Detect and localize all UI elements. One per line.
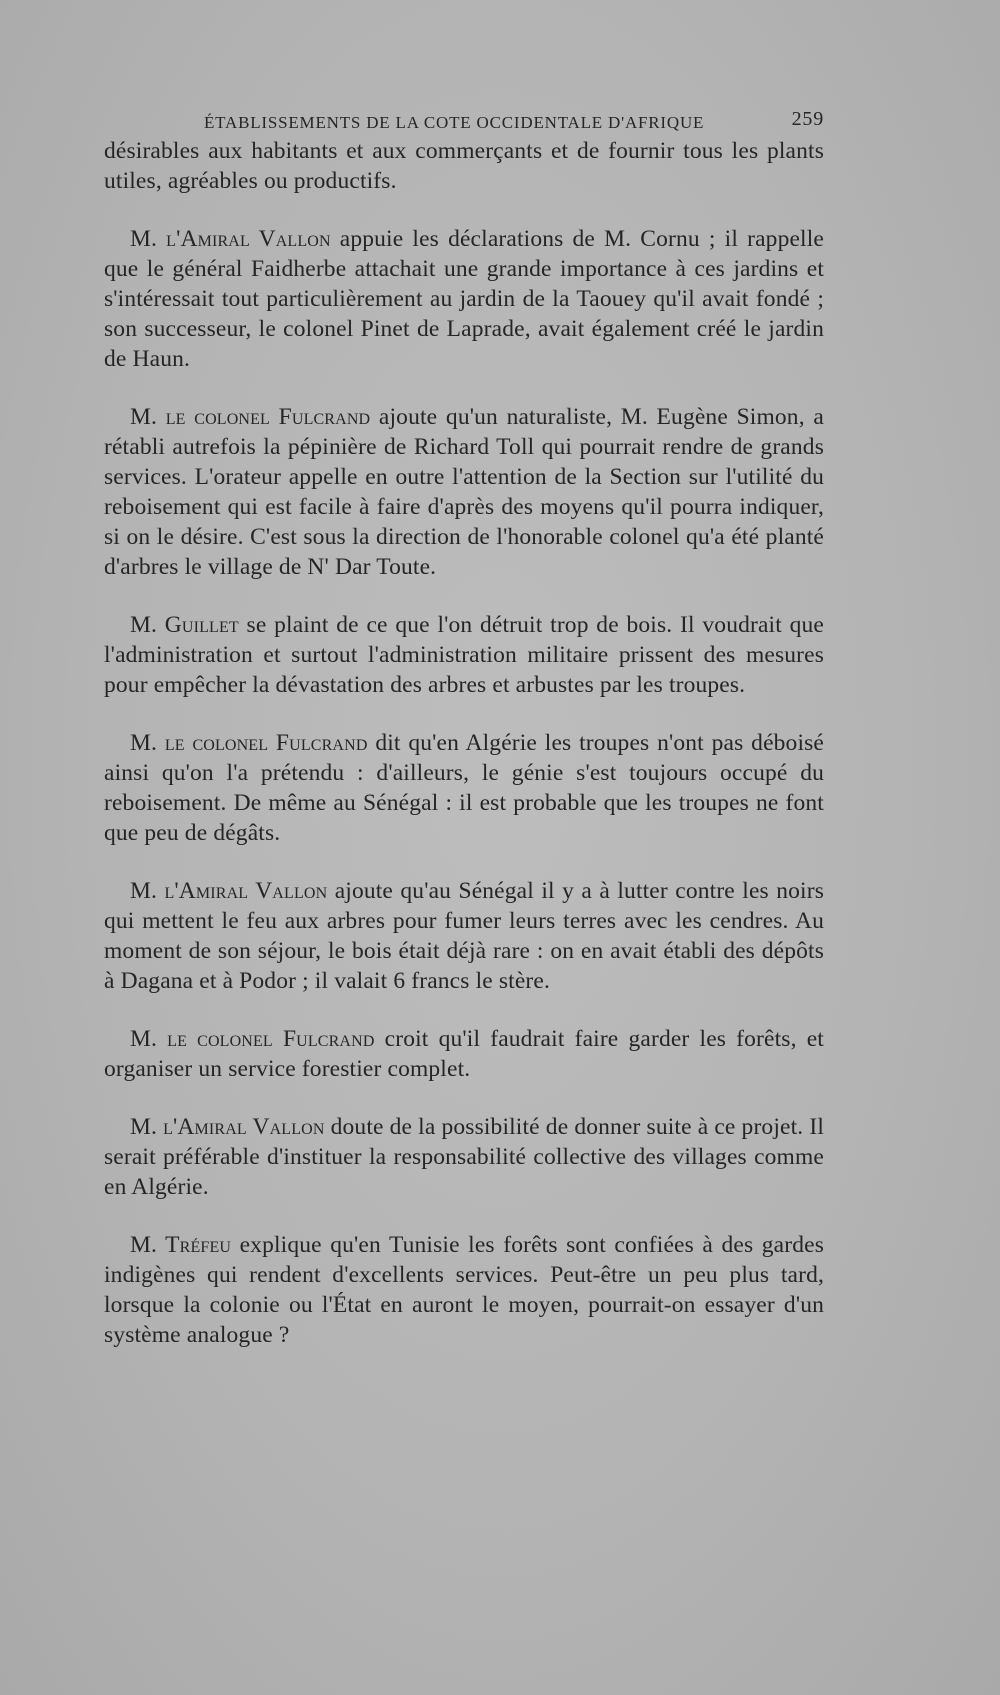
speaker-name: M. le colonel Fulcrand bbox=[130, 1026, 375, 1052]
speaker-name: M. Tréfeu bbox=[130, 1232, 232, 1258]
paragraph bbox=[104, 1024, 824, 1084]
paragraph bbox=[104, 610, 824, 700]
paragraph-text: appuie les déclarations de M. Cornu ; il rappelle que le général Faidherbe attachait une grande importance à ces jardins et s'intéressait tout particulièrement au jardin de la Taouey qu'il avait fondé ; son successeur, le colonel Pinet de Laprade, avait également créé le jardin de Haun. bbox=[104, 226, 824, 372]
paragraph bbox=[104, 136, 824, 196]
paragraph bbox=[104, 876, 824, 996]
running-header bbox=[104, 100, 824, 136]
paragraph-text: croit qu'il faudrait faire garder les forêts, et organiser un service forestier complet. bbox=[104, 1026, 824, 1082]
paragraph-text: désirables aux habitants et aux commerçants et de fournir tous les plants utiles, agréables ou productifs. bbox=[104, 138, 824, 194]
paragraph-text: ajoute qu'un naturaliste, M. Eugène Simon, a rétabli autrefois la pépinière de Richard Toll qui pourrait rendre de grands services. L'orateur appelle en outre l'attention de la Section sur l'utilité du reboisement qui est facile à faire d'après des moyens qu'il pourra indiquer, si on le désire. C'est sous la direction de l'honorable colonel qu'a été planté d'arbres le village de N' Dar Toute. bbox=[104, 404, 824, 580]
paragraph-text: doute de la possibilité de donner suite à ce projet. Il serait préférable d'instituer la responsabilité collective des villages comme en Algérie. bbox=[104, 1114, 824, 1200]
page-number: 259 bbox=[791, 108, 824, 130]
paragraph bbox=[104, 728, 824, 848]
speaker-name: M. le colonel Fulcrand bbox=[130, 730, 368, 756]
speaker-name: M. l'Amiral Vallon bbox=[130, 1114, 325, 1140]
paragraph bbox=[104, 224, 824, 374]
paragraph-text: se plaint de ce que l'on détruit trop de bois. Il voudrait que l'administration et surtout l'administration militaire prissent des mesures pour empêcher la dévastation des arbres et arbustes par les troupes. bbox=[104, 612, 825, 698]
paragraph bbox=[104, 1112, 824, 1202]
paragraph-text: ajoute qu'au Sénégal il y a à lutter contre les noirs qui mettent le feu aux arbres pour fumer leurs terres avec les cendres. Au moment de son séjour, le bois était déjà rare : on en avait établi des dépôts à Dagana et à Podor ; il valait 6 francs le stère. bbox=[104, 878, 824, 994]
speaker-name: M. l'Amiral Vallon bbox=[130, 878, 328, 904]
paragraph-text: explique qu'en Tunisie les forêts sont confiées à des gardes indigènes qui rendent d'excellents services. Peut-être un peu plus tard, lorsque la colonie ou l'État en auront le moyen, pourrait-on essayer d'un système analogue ? bbox=[104, 1232, 824, 1348]
speaker-name: M. l'Amiral Vallon bbox=[130, 226, 331, 252]
paragraph-text: dit qu'en Algérie les troupes n'ont pas déboisé ainsi qu'on l'a prétendu : d'ailleurs, le génie s'est toujours occupé du reboisement. De même au Sénégal : il est probable que les troupes ne font que peu de dégâts. bbox=[104, 730, 825, 846]
paragraph bbox=[104, 402, 824, 582]
speaker-name: M. le colonel Fulcrand bbox=[130, 404, 371, 430]
running-header-title: ÉTABLISSEMENTS DE LA COTE OCCIDENTALE D'AFRIQUE bbox=[204, 113, 705, 132]
page-text-block bbox=[104, 100, 824, 1378]
paragraph bbox=[104, 1230, 824, 1350]
speaker-name: M. Guillet bbox=[130, 612, 239, 638]
